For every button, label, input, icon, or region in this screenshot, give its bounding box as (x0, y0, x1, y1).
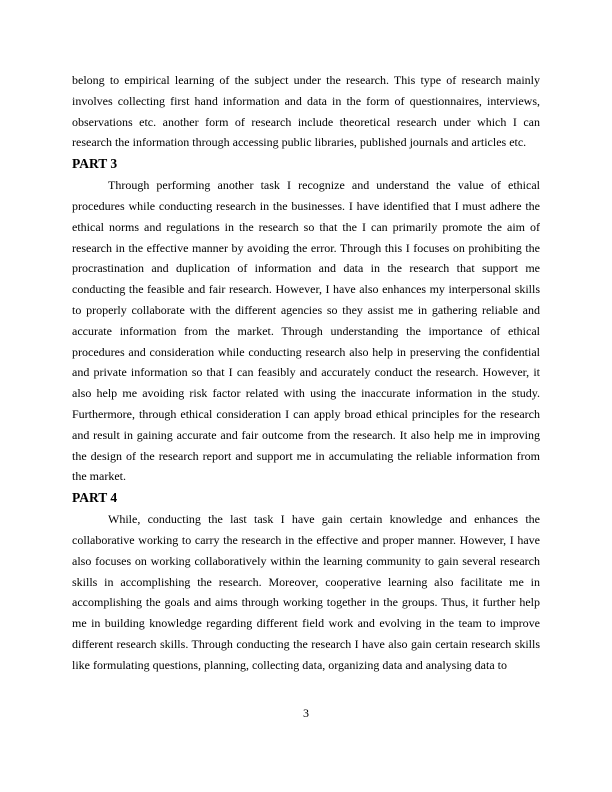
page-number: 3 (303, 706, 309, 720)
page-body (72, 70, 540, 676)
paragraph-research-types: belong to empirical learning of the subject under the research. This type of research mainly involves collecting first hand information and data in the form of questionnaires, interviews, observations etc. another form of research include theoretical research under which I can research the information through accessing public libraries, published journals and articles etc. (72, 73, 540, 150)
heading-part-4: PART 4 (72, 490, 118, 506)
heading-part-3: PART 3 (72, 156, 118, 172)
paragraph-ethical-procedures: Through performing another task I recognize and understand the value of ethical procedures while conducting research in the businesses. I have identified that I must adhere the ethical norms and regulations in the research so that the I can primarily promote the aim of research in the effective manner by avoiding the error. Through this I focuses on prohibiting the procrastination and duplication of information and data in the research that support me conducting the feasible and fair research. However, I have also enhances my interpersonal skills to properly collaborate with the different agencies so they assist me in gathering reliable and accurate information from the market. Through understanding the importance of ethical procedures and consideration while conducting research also help in preserving the confidential and private information so that I can feasibly and accurately conduct the research. However, it also help me avoiding risk factor related with using the inaccurate information in the study. Furthermore, through ethical consideration I can apply broad ethical principles for the research and result in gaining accurate and fair outcome from the research. It also help me in improving the design of the research report and support me in accumulating the reliable information from the market. (72, 178, 540, 484)
paragraph-collaborative-working: While, conducting the last task I have gain certain knowledge and enhances the collaborative working to carry the research in the effective and proper manner. However, I have also focuses on working collaboratively within the learning community to gain several research skills in accomplishing the research. Moreover, cooperative learning also facilitate me in accomplishing the goals and aims through working together in the groups. Thus, it further help me in building knowledge regarding different field work and evolving in the team to improve different research skills. Through conducting the research I have also gain certain research skills like formulating questions, planning, collecting data, organizing data and analysing data to (72, 512, 540, 672)
